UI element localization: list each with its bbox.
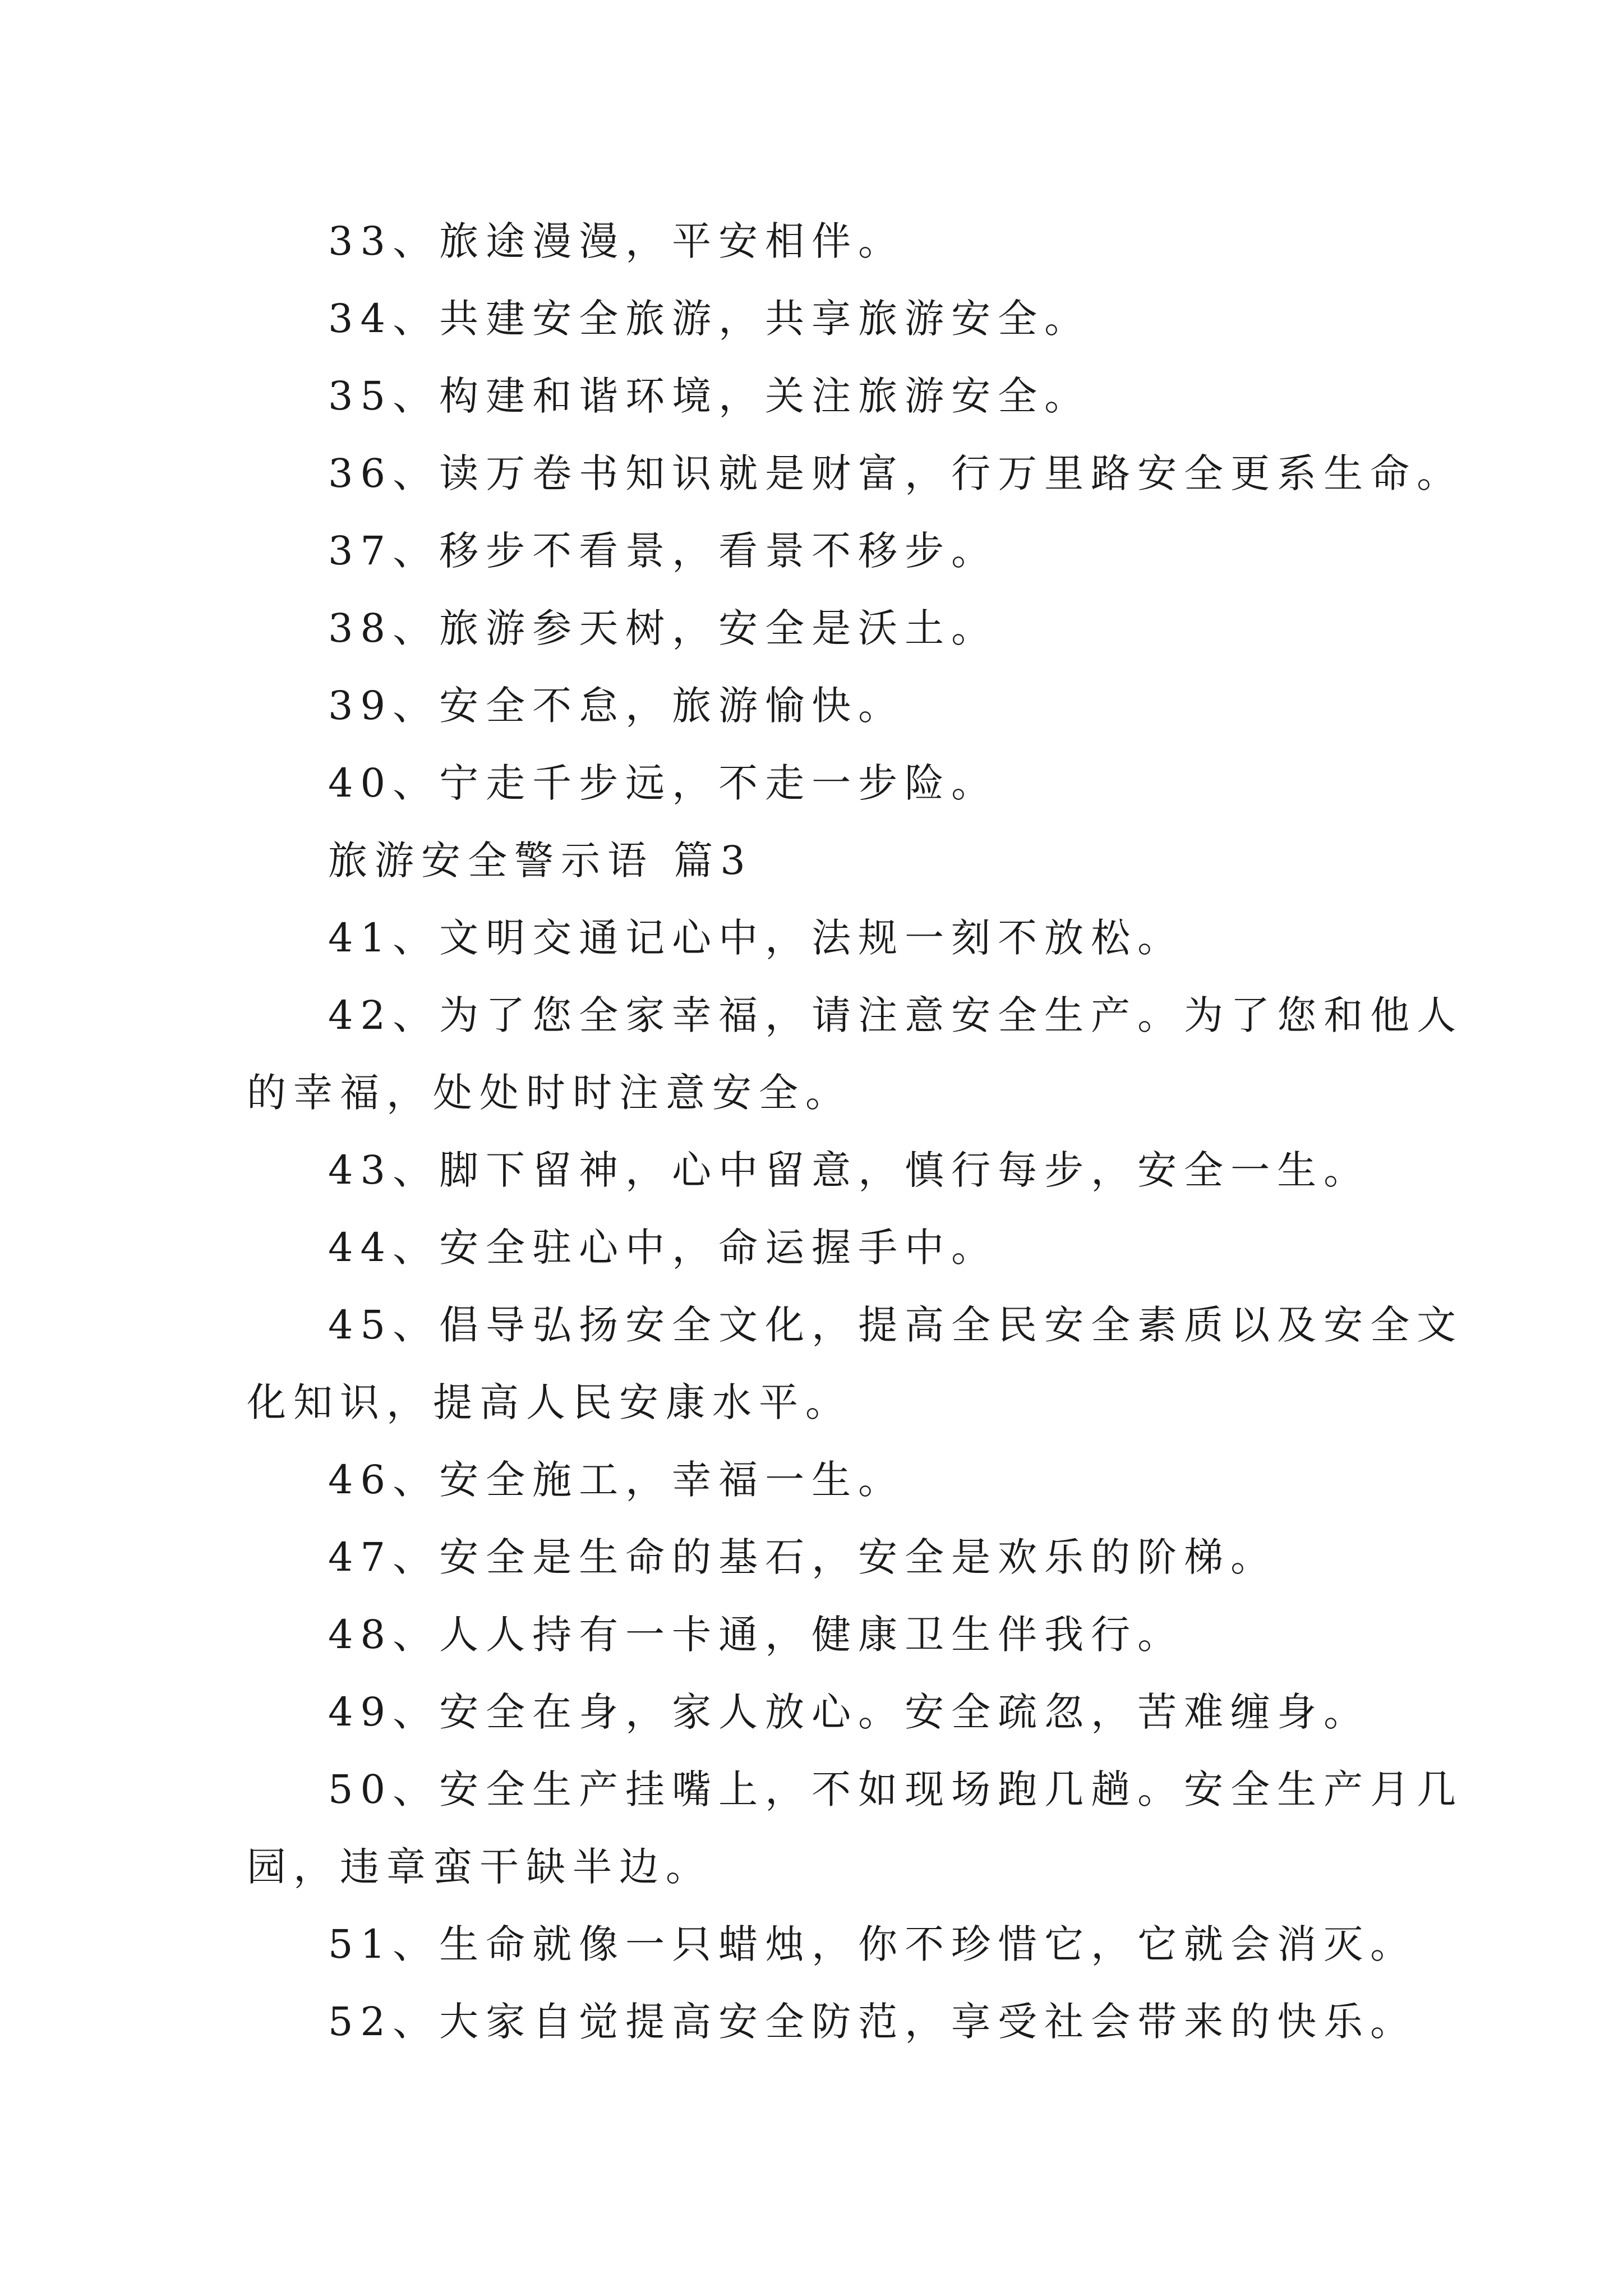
item-number: 39、 bbox=[328, 683, 440, 729]
item-number: 41、 bbox=[328, 915, 440, 961]
item-text: 安全驻心中，命运握手中。 bbox=[439, 1225, 998, 1271]
item-text: 构建和谐环境，关注旅游安全。 bbox=[439, 373, 1091, 419]
list-item bbox=[328, 1916, 1417, 1972]
list-item bbox=[328, 755, 998, 811]
item-text: 脚下留神，心中留意，慎行每步，安全一生。 bbox=[439, 1147, 1371, 1193]
list-item bbox=[328, 1607, 1184, 1663]
list-item bbox=[328, 1529, 1277, 1585]
item-number: 50、 bbox=[328, 1766, 440, 1812]
item-number: 47、 bbox=[328, 1534, 440, 1580]
list-item bbox=[328, 910, 1184, 966]
item-text: 共建安全旅游，共享旅游安全。 bbox=[439, 296, 1091, 342]
item-text: 为了您全家幸福，请注意安全生产。为了您和他人 bbox=[439, 992, 1464, 1038]
item-number: 34、 bbox=[328, 296, 440, 342]
item-number: 45、 bbox=[328, 1302, 440, 1348]
item-number: 40、 bbox=[328, 760, 440, 806]
item-number: 52、 bbox=[328, 1999, 440, 2045]
item-number: 51、 bbox=[328, 1921, 440, 1967]
section-heading: 旅游安全警示语 篇3 bbox=[328, 838, 753, 884]
list-item bbox=[328, 1220, 998, 1276]
list-item-continuation: 的幸福，处处时时注意安全。 bbox=[247, 1070, 852, 1116]
item-number: 38、 bbox=[328, 605, 440, 651]
item-number: 44、 bbox=[328, 1225, 440, 1271]
item-text: 大家自觉提高安全防范，享受社会带来的快乐。 bbox=[439, 1999, 1417, 2045]
list-item bbox=[328, 523, 998, 579]
item-number: 36、 bbox=[328, 450, 440, 496]
item-text: 生命就像一只蜡烛，你不珍惜它，它就会消灭。 bbox=[439, 1921, 1417, 1967]
list-item bbox=[328, 445, 1463, 501]
list-item bbox=[328, 1684, 1370, 1740]
item-text: 倡导弘扬安全文化，提高全民安全素质以及安全文 bbox=[439, 1302, 1464, 1348]
item-text: 安全施工，幸福一生。 bbox=[439, 1457, 905, 1503]
item-text: 安全不怠，旅游愉快。 bbox=[439, 683, 905, 729]
item-text: 安全是生命的基石，安全是欢乐的阶梯。 bbox=[439, 1534, 1278, 1580]
item-number: 35、 bbox=[328, 373, 440, 419]
item-number: 33、 bbox=[328, 218, 440, 264]
item-number: 37、 bbox=[328, 528, 440, 574]
item-text: 安全生产挂嘴上，不如现场跑几趟。安全生产月几 bbox=[439, 1766, 1464, 1812]
list-item bbox=[328, 213, 905, 269]
item-number: 48、 bbox=[328, 1612, 440, 1658]
item-number: 49、 bbox=[328, 1689, 440, 1735]
item-text: 人人持有一卡通，健康卫生伴我行。 bbox=[439, 1612, 1184, 1658]
item-text: 旅游参天树，安全是沃土。 bbox=[439, 605, 998, 651]
item-text: 宁走千步远，不走一步险。 bbox=[439, 760, 998, 806]
list-item bbox=[328, 368, 1091, 424]
list-item bbox=[328, 1297, 1463, 1353]
item-text: 安全在身，家人放心。安全疏忽，苦难缠身。 bbox=[439, 1689, 1371, 1735]
item-number: 43、 bbox=[328, 1147, 440, 1193]
list-item bbox=[328, 678, 905, 734]
item-number: 42、 bbox=[328, 992, 440, 1038]
list-item bbox=[328, 1761, 1463, 1818]
list-item bbox=[328, 291, 1091, 347]
item-number: 46、 bbox=[328, 1457, 440, 1503]
item-text: 旅途漫漫，平安相伴。 bbox=[439, 218, 905, 264]
list-item bbox=[328, 600, 998, 656]
list-item bbox=[328, 987, 1463, 1043]
list-item bbox=[328, 1452, 905, 1508]
list-item bbox=[328, 1994, 1417, 2050]
item-text: 移步不看景，看景不移步。 bbox=[439, 528, 998, 574]
item-text: 读万卷书知识就是财富，行万里路安全更系生命。 bbox=[439, 450, 1464, 496]
item-text: 文明交通记心中，法规一刻不放松。 bbox=[439, 915, 1184, 961]
list-item-continuation: 化知识，提高人民安康水平。 bbox=[247, 1379, 852, 1425]
list-item bbox=[328, 1142, 1370, 1198]
list-item-continuation: 园，违章蛮干缺半边。 bbox=[247, 1844, 712, 1890]
